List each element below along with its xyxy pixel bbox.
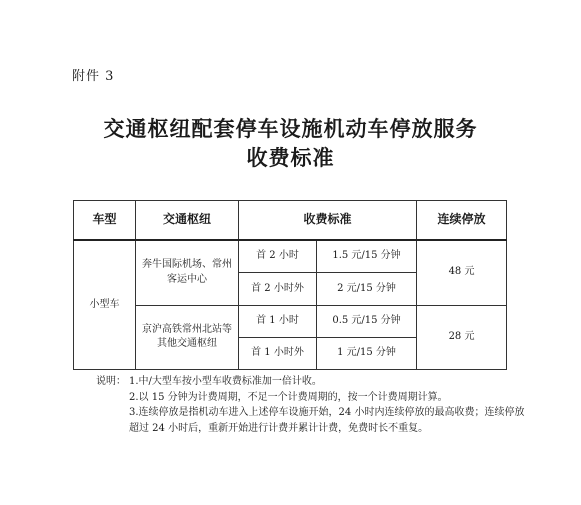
attachment-label: 附件 3 [72,69,115,84]
hub-cell [136,305,239,369]
hub-name: 奔牛国际机场、常州客运中心 [142,259,232,285]
period-cell: 首 1 小时 [239,305,317,337]
note-item: 2.以 15 分钟为计费周期，不足一个计费周期的，按一个计费周期计算。 [129,391,448,403]
document-subtitle: 收费标准 [246,146,335,170]
price-cell: 0.5 元/15 分钟 [317,305,417,337]
price-cell: 1.5 元/15 分钟 [317,240,417,273]
price-cell: 1 元/15 分钟 [317,337,417,369]
table-header-row [74,201,507,240]
cap-cell: 48 元 [417,240,507,305]
hub-cell [136,240,239,305]
period-cell: 首 2 小时 [239,240,317,273]
notes-label: 说明： [96,376,126,387]
header-hub: 交通枢纽 [136,201,239,240]
notes-list [129,374,529,436]
vehicle-type-cell: 小型车 [74,240,136,370]
table-row [74,240,507,273]
cap-cell: 28 元 [417,305,507,369]
hub-name: 京沪高铁常州北站等其他交通枢纽 [142,323,232,350]
price-cell: 2 元/15 分钟 [317,273,417,305]
table-row [74,305,507,337]
header-vehicle-type: 车型 [74,201,136,240]
note-item: 1.中/大型车按小型车收费标准加一倍计收。 [129,376,322,387]
header-fee-standard: 收费标准 [239,201,417,240]
document-title: 交通枢纽配套停车设施机动车停放服务 [103,117,478,141]
note-item: 3.连续停放是指机动车进入上述停车设施开始，24 小时内连续停放的最高收费；连续停放超过 24 小时后，重新开始进行计费并累计计费，免费时长不重复。 [129,407,525,434]
fee-table [73,200,507,370]
period-cell: 首 2 小时外 [239,273,317,305]
header-continuous: 连续停放 [417,201,507,240]
period-cell: 首 1 小时外 [239,337,317,369]
